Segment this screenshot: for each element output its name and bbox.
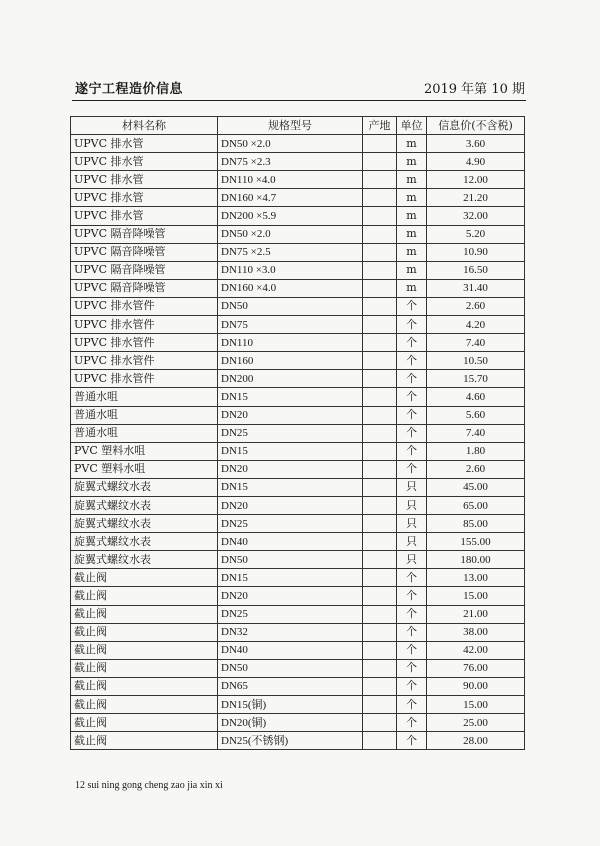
unit-cell: m xyxy=(397,279,427,297)
header-divider xyxy=(72,100,526,101)
material-name-cell: 旋翼式螺纹水表 xyxy=(71,515,218,533)
issue-number: 2019 年第 10 期 xyxy=(423,82,525,97)
origin-cell xyxy=(363,714,397,732)
price-cell: 28.00 xyxy=(427,732,525,750)
origin-cell xyxy=(363,171,397,189)
unit-cell: m xyxy=(397,243,427,261)
table-row xyxy=(71,135,525,153)
spec-cell: DN20 xyxy=(218,406,363,424)
column-header-price: 信息价(不含税) xyxy=(427,117,525,135)
table-row xyxy=(71,153,525,171)
unit-cell: m xyxy=(397,171,427,189)
unit-cell: 只 xyxy=(397,533,427,551)
table-row xyxy=(71,424,525,442)
spec-cell: DN75 xyxy=(218,316,363,334)
table-row xyxy=(71,460,525,478)
unit-cell: 个 xyxy=(397,406,427,424)
table-row xyxy=(71,515,525,533)
table-row xyxy=(71,225,525,243)
material-name-cell: UPVC 排水管件 xyxy=(71,334,218,352)
price-cell: 5.60 xyxy=(427,406,525,424)
unit-cell: m xyxy=(397,153,427,171)
price-cell: 5.20 xyxy=(427,225,525,243)
origin-cell xyxy=(363,677,397,695)
table-row xyxy=(71,442,525,460)
publication-title: 遂宁工程造价信息 xyxy=(75,82,184,97)
material-name-cell: 截止阀 xyxy=(71,641,218,659)
spec-cell: DN20(铜) xyxy=(218,714,363,732)
price-cell: 15.00 xyxy=(427,696,525,714)
material-name-cell: 旋翼式螺纹水表 xyxy=(71,533,218,551)
spec-cell: DN25(不锈钢) xyxy=(218,732,363,750)
table-row xyxy=(71,243,525,261)
price-cell: 13.00 xyxy=(427,569,525,587)
table-row xyxy=(71,334,525,352)
unit-cell: 个 xyxy=(397,696,427,714)
unit-cell: 个 xyxy=(397,334,427,352)
material-name-cell: PVC 塑料水咀 xyxy=(71,442,218,460)
price-cell: 90.00 xyxy=(427,677,525,695)
price-cell: 16.50 xyxy=(427,261,525,279)
origin-cell xyxy=(363,605,397,623)
table-row xyxy=(71,696,525,714)
price-cell: 10.50 xyxy=(427,352,525,370)
origin-cell xyxy=(363,153,397,171)
unit-cell: 只 xyxy=(397,496,427,514)
origin-cell xyxy=(363,696,397,714)
spec-cell: DN160 xyxy=(218,352,363,370)
material-name-cell: 截止阀 xyxy=(71,732,218,750)
unit-cell: m xyxy=(397,261,427,279)
spec-cell: DN75 ×2.3 xyxy=(218,153,363,171)
price-cell: 45.00 xyxy=(427,478,525,496)
material-name-cell: 截止阀 xyxy=(71,569,218,587)
origin-cell xyxy=(363,641,397,659)
unit-cell: m xyxy=(397,225,427,243)
price-cell: 15.70 xyxy=(427,370,525,388)
unit-cell: 只 xyxy=(397,478,427,496)
spec-cell: DN110 ×4.0 xyxy=(218,171,363,189)
material-name-cell: 旋翼式螺纹水表 xyxy=(71,496,218,514)
price-cell: 4.60 xyxy=(427,388,525,406)
origin-cell xyxy=(363,551,397,569)
origin-cell xyxy=(363,460,397,478)
unit-cell: 个 xyxy=(397,569,427,587)
spec-cell: DN15 xyxy=(218,569,363,587)
spec-cell: DN25 xyxy=(218,605,363,623)
origin-cell xyxy=(363,352,397,370)
origin-cell xyxy=(363,279,397,297)
origin-cell xyxy=(363,135,397,153)
price-cell: 38.00 xyxy=(427,623,525,641)
table-row xyxy=(71,352,525,370)
unit-cell: m xyxy=(397,189,427,207)
unit-cell: m xyxy=(397,135,427,153)
table-row xyxy=(71,496,525,514)
spec-cell: DN50 ×2.0 xyxy=(218,225,363,243)
origin-cell xyxy=(363,189,397,207)
material-name-cell: UPVC 排水管件 xyxy=(71,352,218,370)
origin-cell xyxy=(363,388,397,406)
material-name-cell: UPVC 排水管件 xyxy=(71,370,218,388)
material-name-cell: UPVC 排水管 xyxy=(71,207,218,225)
spec-cell: DN15 xyxy=(218,442,363,460)
price-cell: 7.40 xyxy=(427,334,525,352)
page-header xyxy=(75,78,525,96)
price-cell: 21.20 xyxy=(427,189,525,207)
material-name-cell: UPVC 隔音降噪管 xyxy=(71,225,218,243)
table-body xyxy=(71,135,525,750)
price-cell: 85.00 xyxy=(427,515,525,533)
table-row xyxy=(71,297,525,315)
material-name-cell: UPVC 排水管 xyxy=(71,189,218,207)
table-row xyxy=(71,370,525,388)
spec-cell: DN200 ×5.9 xyxy=(218,207,363,225)
price-cell: 42.00 xyxy=(427,641,525,659)
origin-cell xyxy=(363,261,397,279)
spec-cell: DN25 xyxy=(218,515,363,533)
spec-cell: DN200 xyxy=(218,370,363,388)
unit-cell: 个 xyxy=(397,677,427,695)
origin-cell xyxy=(363,623,397,641)
spec-cell: DN20 xyxy=(218,496,363,514)
price-cell: 4.90 xyxy=(427,153,525,171)
unit-cell: 个 xyxy=(397,388,427,406)
table-row xyxy=(71,279,525,297)
material-name-cell: 普通水咀 xyxy=(71,388,218,406)
material-name-cell: UPVC 排水管 xyxy=(71,171,218,189)
unit-cell: 个 xyxy=(397,297,427,315)
material-name-cell: 旋翼式螺纹水表 xyxy=(71,478,218,496)
origin-cell xyxy=(363,515,397,533)
material-name-cell: 截止阀 xyxy=(71,605,218,623)
table-row xyxy=(71,478,525,496)
unit-cell: 个 xyxy=(397,370,427,388)
price-cell: 31.40 xyxy=(427,279,525,297)
unit-cell: m xyxy=(397,207,427,225)
origin-cell xyxy=(363,406,397,424)
table-row xyxy=(71,316,525,334)
price-cell: 1.80 xyxy=(427,442,525,460)
column-header-name: 材料名称 xyxy=(71,117,218,135)
price-cell: 76.00 xyxy=(427,659,525,677)
table-row xyxy=(71,623,525,641)
price-cell: 10.90 xyxy=(427,243,525,261)
unit-cell: 个 xyxy=(397,641,427,659)
spec-cell: DN75 ×2.5 xyxy=(218,243,363,261)
table-row xyxy=(71,406,525,424)
spec-cell: DN50 xyxy=(218,297,363,315)
table-row xyxy=(71,388,525,406)
spec-cell: DN50 ×2.0 xyxy=(218,135,363,153)
material-name-cell: 截止阀 xyxy=(71,677,218,695)
material-name-cell: 截止阀 xyxy=(71,623,218,641)
price-cell: 7.40 xyxy=(427,424,525,442)
unit-cell: 只 xyxy=(397,515,427,533)
unit-cell: 个 xyxy=(397,732,427,750)
spec-cell: DN110 ×3.0 xyxy=(218,261,363,279)
material-name-cell: 截止阀 xyxy=(71,696,218,714)
material-name-cell: UPVC 隔音降噪管 xyxy=(71,243,218,261)
table-row xyxy=(71,171,525,189)
spec-cell: DN25 xyxy=(218,424,363,442)
table-row xyxy=(71,641,525,659)
price-cell: 180.00 xyxy=(427,551,525,569)
material-name-cell: UPVC 隔音降噪管 xyxy=(71,279,218,297)
material-name-cell: UPVC 隔音降噪管 xyxy=(71,261,218,279)
table-row xyxy=(71,732,525,750)
spec-cell: DN50 xyxy=(218,551,363,569)
material-name-cell: UPVC 排水管 xyxy=(71,135,218,153)
origin-cell xyxy=(363,533,397,551)
material-name-cell: PVC 塑料水咀 xyxy=(71,460,218,478)
column-header-spec: 规格型号 xyxy=(218,117,363,135)
origin-cell xyxy=(363,243,397,261)
table-row xyxy=(71,659,525,677)
origin-cell xyxy=(363,587,397,605)
table-row xyxy=(71,189,525,207)
origin-cell xyxy=(363,370,397,388)
spec-cell: DN40 xyxy=(218,641,363,659)
origin-cell xyxy=(363,424,397,442)
page-footer: 12 sui ning gong cheng zao jia xin xi xyxy=(75,780,223,791)
price-cell: 65.00 xyxy=(427,496,525,514)
price-cell: 25.00 xyxy=(427,714,525,732)
unit-cell: 个 xyxy=(397,659,427,677)
table-header-row xyxy=(71,117,525,135)
price-cell: 2.60 xyxy=(427,460,525,478)
material-name-cell: UPVC 排水管件 xyxy=(71,316,218,334)
table-row xyxy=(71,569,525,587)
material-name-cell: 截止阀 xyxy=(71,659,218,677)
table-row xyxy=(71,714,525,732)
unit-cell: 个 xyxy=(397,623,427,641)
price-cell: 12.00 xyxy=(427,171,525,189)
spec-cell: DN160 ×4.0 xyxy=(218,279,363,297)
spec-cell: DN15 xyxy=(218,478,363,496)
column-header-unit: 单位 xyxy=(397,117,427,135)
material-name-cell: UPVC 排水管件 xyxy=(71,297,218,315)
material-name-cell: UPVC 排水管 xyxy=(71,153,218,171)
origin-cell xyxy=(363,207,397,225)
origin-cell xyxy=(363,316,397,334)
price-cell: 21.00 xyxy=(427,605,525,623)
price-cell: 4.20 xyxy=(427,316,525,334)
table-row xyxy=(71,533,525,551)
spec-cell: DN15 xyxy=(218,388,363,406)
price-cell: 2.60 xyxy=(427,297,525,315)
material-name-cell: 截止阀 xyxy=(71,714,218,732)
unit-cell: 个 xyxy=(397,460,427,478)
origin-cell xyxy=(363,496,397,514)
unit-cell: 个 xyxy=(397,352,427,370)
price-cell: 3.60 xyxy=(427,135,525,153)
table-row xyxy=(71,605,525,623)
table-row xyxy=(71,551,525,569)
material-name-cell: 普通水咀 xyxy=(71,424,218,442)
price-cell: 32.00 xyxy=(427,207,525,225)
origin-cell xyxy=(363,334,397,352)
material-name-cell: 截止阀 xyxy=(71,587,218,605)
spec-cell: DN20 xyxy=(218,460,363,478)
origin-cell xyxy=(363,732,397,750)
spec-cell: DN65 xyxy=(218,677,363,695)
column-header-origin: 产地 xyxy=(363,117,397,135)
origin-cell xyxy=(363,478,397,496)
spec-cell: DN15(铜) xyxy=(218,696,363,714)
unit-cell: 个 xyxy=(397,442,427,460)
spec-cell: DN50 xyxy=(218,659,363,677)
origin-cell xyxy=(363,225,397,243)
price-table xyxy=(70,116,525,750)
price-cell: 155.00 xyxy=(427,533,525,551)
origin-cell xyxy=(363,569,397,587)
spec-cell: DN20 xyxy=(218,587,363,605)
origin-cell xyxy=(363,659,397,677)
table-row xyxy=(71,261,525,279)
unit-cell: 个 xyxy=(397,587,427,605)
spec-cell: DN40 xyxy=(218,533,363,551)
unit-cell: 个 xyxy=(397,605,427,623)
spec-cell: DN160 ×4.7 xyxy=(218,189,363,207)
table-row xyxy=(71,677,525,695)
material-name-cell: 旋翼式螺纹水表 xyxy=(71,551,218,569)
unit-cell: 个 xyxy=(397,424,427,442)
origin-cell xyxy=(363,442,397,460)
table-row xyxy=(71,207,525,225)
unit-cell: 只 xyxy=(397,551,427,569)
table-row xyxy=(71,587,525,605)
price-cell: 15.00 xyxy=(427,587,525,605)
spec-cell: DN32 xyxy=(218,623,363,641)
spec-cell: DN110 xyxy=(218,334,363,352)
origin-cell xyxy=(363,297,397,315)
unit-cell: 个 xyxy=(397,316,427,334)
material-name-cell: 普通水咀 xyxy=(71,406,218,424)
unit-cell: 个 xyxy=(397,714,427,732)
